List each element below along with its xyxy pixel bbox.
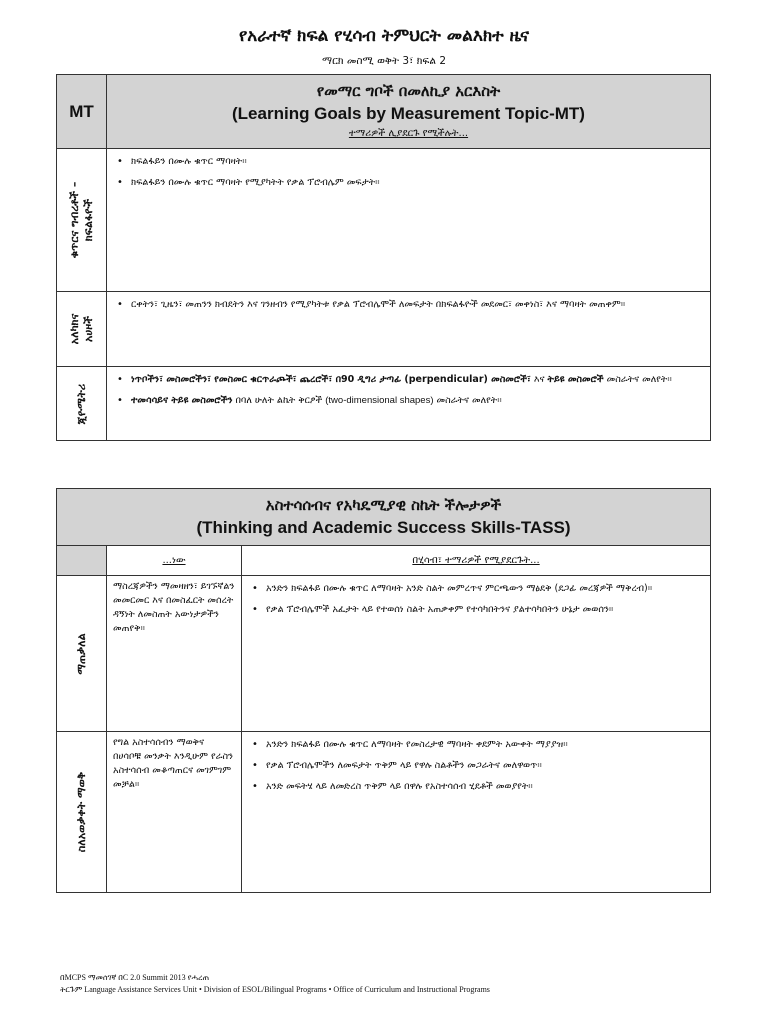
list-item: • ክፍልፋይን በሙሉ ቁጥር ማባዛት የሚያካትት የቃል ፕሮብሌም መፍታት። xyxy=(117,177,380,188)
list-item: • ነጥቦችን፣ መስመሮችን፣ የመስመር ቁርጥራጮች፣ ጨረሮች፣ በ90 ዲግሪ ታጣፊ (perpendicular) መስመሮች፣ እና ትይዩ መስመሮች መስራትና መለየት። xyxy=(117,374,672,385)
tass-header xyxy=(57,489,711,546)
learning-goals-table xyxy=(56,74,711,441)
topic-cell-geometry xyxy=(57,367,107,441)
goals-cell-fractions xyxy=(107,149,711,292)
goals-cell-geometry xyxy=(107,367,711,441)
tass-topic-cell xyxy=(57,576,107,732)
learning-goals-title-am: የመማር ግቦች በመለኪያ አርእስት xyxy=(316,82,501,100)
tass-column-header-math: በሂሳብ፣ ተማሪዎች የሚያደርጉት... xyxy=(242,546,711,576)
topic-label: ስለአወቃቀት ማወቅ xyxy=(74,771,88,853)
tass-column-header-is: ...ነው xyxy=(107,546,242,576)
topic-label: ማጠቃለል xyxy=(74,632,88,675)
tass-items-cell xyxy=(242,576,711,732)
topic-label: አለካክና አሀዞች xyxy=(67,313,95,345)
topic-label: ቁጥርና ግብረቶች – ክፍልፋዮች xyxy=(67,181,95,259)
list-item: • አንድን ክፍልፋይ በሙሉ ቁጥር ለማባዛት የመስረታዊ ማባዛት ቀደምት አውቀት ማያያዝ። xyxy=(252,739,568,750)
topic-cell-fractions xyxy=(57,149,107,292)
list-item: • ክፍልፋይን በሙሉ ቁጥር ማባዛት። xyxy=(117,156,247,167)
list-item: • የቃል ፕሮብሌሞች አፈታት ላይ የተወሰነ ስልት አጠቃቀም የተሳካበትንና ያልተሳካበትን ሁኔታ መወሰን። xyxy=(252,604,614,615)
list-item: • አንድን ክፍልፋይ በሙሉ ቁጥር ለማባዛት አንድ ስልት መምረጥና ምርጫውን ማፅደቅ (ደጋፊ መረጃዎች ማቅረብ)። xyxy=(252,583,653,594)
list-item: • ርቀትን፣ ጊዜን፣ መጠንን ክብደትን እና ገንዘብን የሚያካትቱ የቃል ፕሮብሌሞች ለመፍታት በክፍልፋዮች መደመር፣ መቀነስ፣ እና ማባዛት መጠቀም። xyxy=(117,299,626,310)
tass-description: የግል አስተሳሰብን ማወቅና በሀሳቦቹ መንቃት እንዲሁም የራስን አስተሳሰብ መቆጣጠርና መገምገም መቻል። xyxy=(107,732,242,893)
learning-goals-header xyxy=(107,75,711,149)
topic-cell-measurement xyxy=(57,292,107,367)
footer-line-2: ትርጉም Language Assistance Services Unit • Division of ESOL/Bilingual Programs • Office of Curriculum and Instructional Programs xyxy=(60,985,490,994)
tass-title-am: አስተሳሰብና የአካዴሚያዊ ስኬት ችሎታዎች xyxy=(265,495,502,514)
tass-title-en: (Thinking and Academic Success Skills-TASS) xyxy=(196,517,571,537)
page-subtitle: ማርክ መስሚ ወቅት 3፣ ክፍል 2 xyxy=(321,55,447,67)
learning-goals-subtitle: ተማሪዎች ሊያደርጉ የሚችሉት... xyxy=(348,128,469,139)
topic-label: ጂዮሜትሪ xyxy=(74,383,88,424)
footer xyxy=(60,972,490,996)
list-item: • የቃል ፕሮብሌሞችን ለመፍታት ጥቅም ላይ የዋሉ ስልቶችን መጋራትና መለዋወጥ። xyxy=(252,760,542,771)
list-item: • አንድ መፍትሄ ላይ ለመድረስ ጥቅም ላይ በዋሉ የአስተሳሰብ ሂደቶች መወያየት። xyxy=(252,781,533,792)
tass-table xyxy=(56,488,711,893)
page-title: የአራተኛ ክፍል የሂሳብ ትምህርት መልእክተ ዜና xyxy=(239,26,529,46)
tass-corner-cell xyxy=(57,546,107,576)
mt-label: MT xyxy=(57,75,107,149)
tass-description: ማስረጃዎችን ማመዛዘን፣ ይገኙኛልን መመርመር እና በመስፈርት መሰረት ዳኝነት ለመስጠት አውነታዎችን መጠየቅ። xyxy=(107,576,242,732)
tass-topic-cell xyxy=(57,732,107,893)
learning-goals-title-en: (Learning Goals by Measurement Topic-MT) xyxy=(232,104,585,123)
goals-cell-measurement xyxy=(107,292,711,367)
list-item: • ተመሳሳይና ትይዩ መስመሮችን በባለ ሁለት ልኬት ቅርፆች (two-dimensional shapes) መስራትና መለየት። xyxy=(117,395,502,406)
footer-line-1: በMCPS ማመሰገኛ በC 2.0 Summit 2013 የሓረጠ xyxy=(60,973,210,982)
tass-items-cell xyxy=(242,732,711,893)
